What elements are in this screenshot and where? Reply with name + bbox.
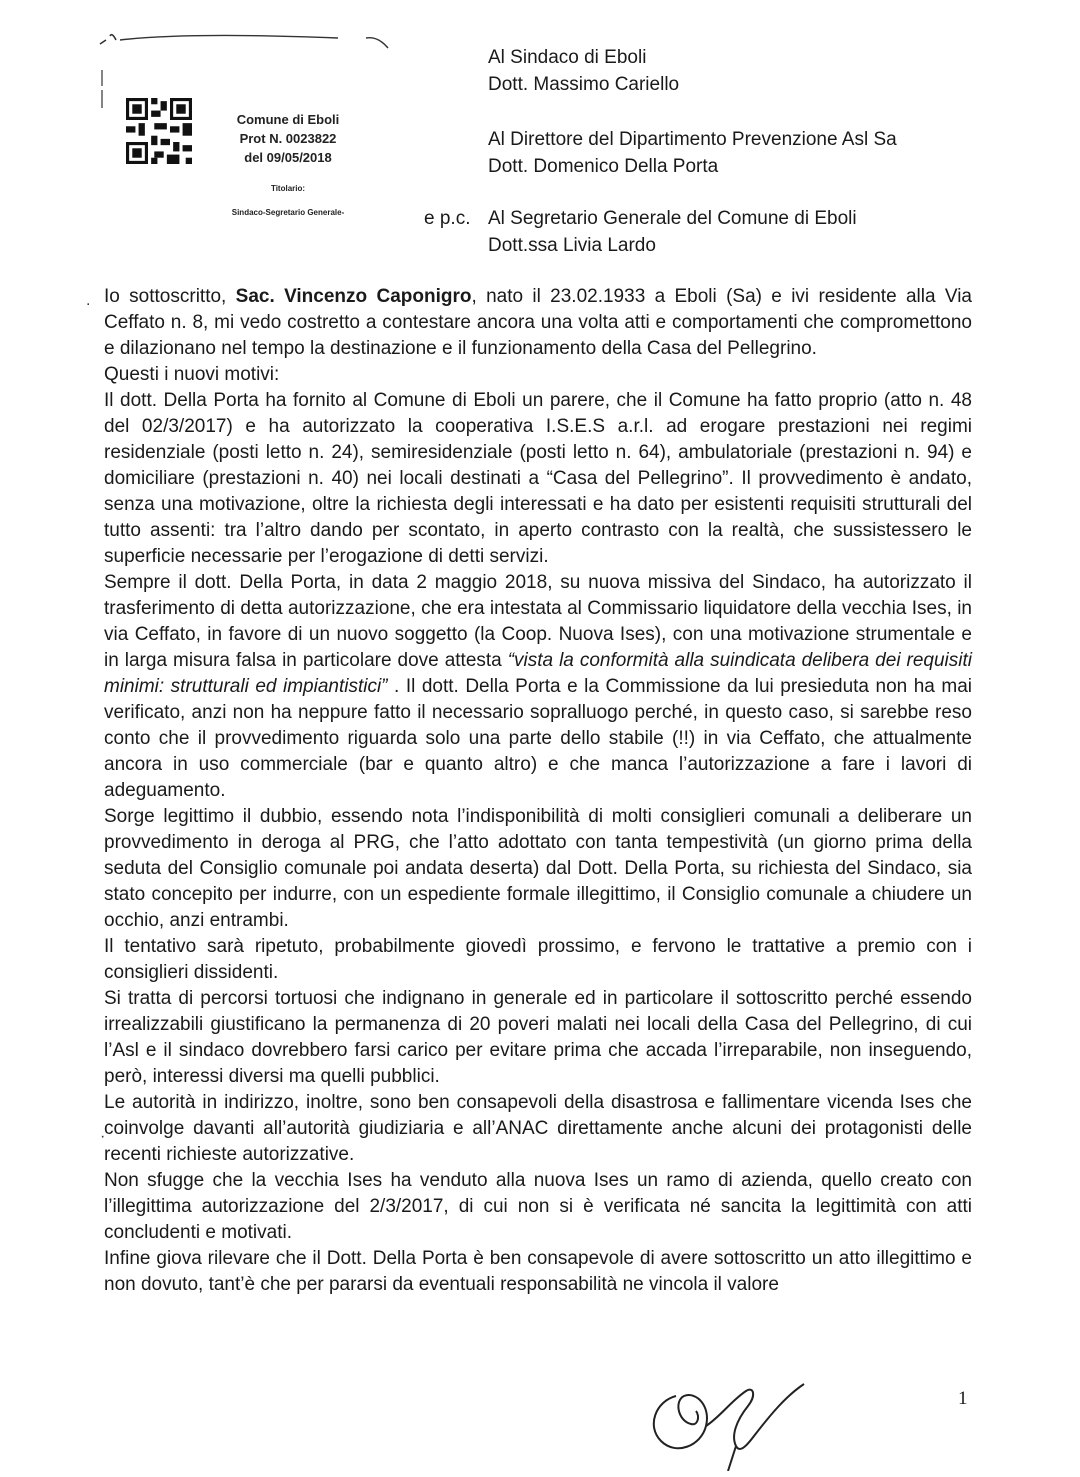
text-run: Sempre il dott. Della Porta, in data 2 maggio 2018, su nuova missiva del Sindaco, ha autorizzato il trasferimento di detta autorizzazione, che era intestata al Commissario liquidatore della vecchia Ises, in via Ceffato, in favore di un nuovo soggetto (la Coop. Nuova Ises), con una motivazione strumentale e in larga misura falsa in particolare dove attesta xyxy=(104,572,972,671)
stamp-date: del 09/05/2018 xyxy=(244,150,332,165)
paragraph xyxy=(104,570,972,804)
paragraph: Il tentativo sarà ripetuto, probabilmente giovedì prossimo, e fervono le trattative a premio con i consiglieri dissidenti. xyxy=(104,936,972,983)
paragraph: Si tratta di percorsi tortuosi che indignano in generale ed in particolare il sottoscritto perché essendo irrealizzabili giustificano la permanenza di 20 poveri malati nei locali della Casa del Pellegrino, di cui l’Asl e il sindaco dovrebbero farsi carico per evitare prima che accada l’irreparabile, non inseguendo, però, interessi diversi ma quelli pubblici. xyxy=(104,988,972,1087)
protocol-stamp xyxy=(98,30,388,217)
paragraph: Le autorità in indirizzo, inoltre, sono ben consapevoli della disastrosa e fallimentare vicenda Ises che coinvolge davanti all’autorità giudiziaria e all’ANAC direttamente anche alcuni dei protagonisti delle recenti richieste autorizzative. xyxy=(104,1092,972,1165)
signature-icon xyxy=(636,1366,836,1471)
addressee-line: Al Segretario Generale del Comune di Eboli xyxy=(488,208,857,229)
author-name: Sac. Vincenzo Caponigro xyxy=(235,286,472,307)
stamp-holder: Sindaco-Segretario Generale- xyxy=(231,208,345,217)
paragraph: Questi i nuovi motivi: xyxy=(104,364,280,385)
paragraph: Il dott. Della Porta ha fornito al Comune di Eboli un parere, che il Comune ha fatto proprio (atto n. 48 del 02/3/2017) e ha autorizzato la cooperativa I.S.E.S a.r.l. ad erogare prestazioni nei regimi residenziale (posti letto n. 24), semiresidenziale (posti letto n. 64), ambulatoriale (prestazioni n. 94) e domiciliare (prestazioni n. 40) nei locali destinati a “Casa del Pellegrino”. Il provvedimento è andato, senza una motivazione, oltre la richiesta degli interessati e ha dato per esistenti requisiti strutturali del tutto assenti: tra l’altro dando per scontato, in aperto contrasto con la realtà, che sussistessero le superficie necessarie per l’erogazione di detti servizi. xyxy=(104,390,972,567)
quoted-text: “vista la conformità alla suindicata delibera dei requisiti minimi: strutturali ed impiantistici” xyxy=(104,650,972,697)
addressee-line: Dott.ssa Livia Lardo xyxy=(488,235,656,256)
letter-body xyxy=(104,284,972,1298)
paragraph: Sorge legittimo il dubbio, essendo nota l’indisponibilità di molti consiglieri comunali a deliberare un provvedimento in deroga al PRG, che l’atto adottato con tanta tempestività (un giorno prima della seduta del Consiglio comunale poi andata deserta) dal Dott. Della Porta, su richiesta del Sindaco, sia stato concepito per indurre, con un espediente formale illegittimo, il Consiglio comunale a chiudere un occhio, anzi entrambi. xyxy=(104,806,972,931)
qr-code-icon xyxy=(126,98,192,164)
page-number: 1 xyxy=(958,1388,968,1409)
addressee-director xyxy=(488,126,897,180)
addressee-line: Al Direttore del Dipartimento Prevenzione Asl Sa xyxy=(488,129,897,150)
stray-mark: · xyxy=(100,1128,106,1145)
addressee-line: Dott. Massimo Cariello xyxy=(488,74,680,95)
paragraph: Non sfugge che la vecchia Ises ha venduto alla nuova Ises un ramo di azienda, quello creato con l’illegittima autorizzazione del 2/3/2017, di cui non si è verificata né sancita la legittimità con atti concludenti e motivati. xyxy=(104,1170,972,1243)
text-run: Io sottoscritto, xyxy=(104,286,236,307)
text-run: , nato il 23.02.1933 a Eboli (Sa) e ivi residente alla Via Ceffato n. 8, mi vedo costretto a contestare ancora una volta atti e comportamenti che compromettono e dilazionano nel tempo la destinazione e il funzionamento della Casa del Pellegrino. xyxy=(104,286,972,359)
addressee-secretary xyxy=(488,205,857,259)
paragraph: Infine giova rilevare che il Dott. Della Porta è ben consapevole di avere sottoscritto un atto illegittimo e non dovuto, tant’è che per pararsi da eventuali responsabilità ne vincola il valore xyxy=(104,1248,972,1295)
addressee-line: Al Sindaco di Eboli xyxy=(488,47,647,68)
addressee-mayor xyxy=(488,44,679,98)
stamp-protocol: Prot N. 0023822 xyxy=(239,131,337,146)
text-run: . Il dott. Della Porta e la Commissione da lui presieduta non ha mai verificato, anzi non ha neppure fatto il necessario sopralluogo perché, in questo caso, si sarebbe reso conto che il provvedimento riguarda solo una parte dello stabile (!!) in via Ceffato, che attualmente ancora in uso commerciale (bar e quanto altro) e che manca l’autorizzazione a fare i lavori di adeguamento. xyxy=(104,676,972,801)
cc-label: e p.c. xyxy=(424,208,471,229)
stamp-office: Comune di Eboli xyxy=(236,112,340,127)
addressee-line: Dott. Domenico Della Porta xyxy=(488,156,719,177)
stamp-holder-label: Titolario: xyxy=(270,184,306,193)
stray-mark: . xyxy=(86,292,91,309)
paragraph xyxy=(104,284,972,362)
